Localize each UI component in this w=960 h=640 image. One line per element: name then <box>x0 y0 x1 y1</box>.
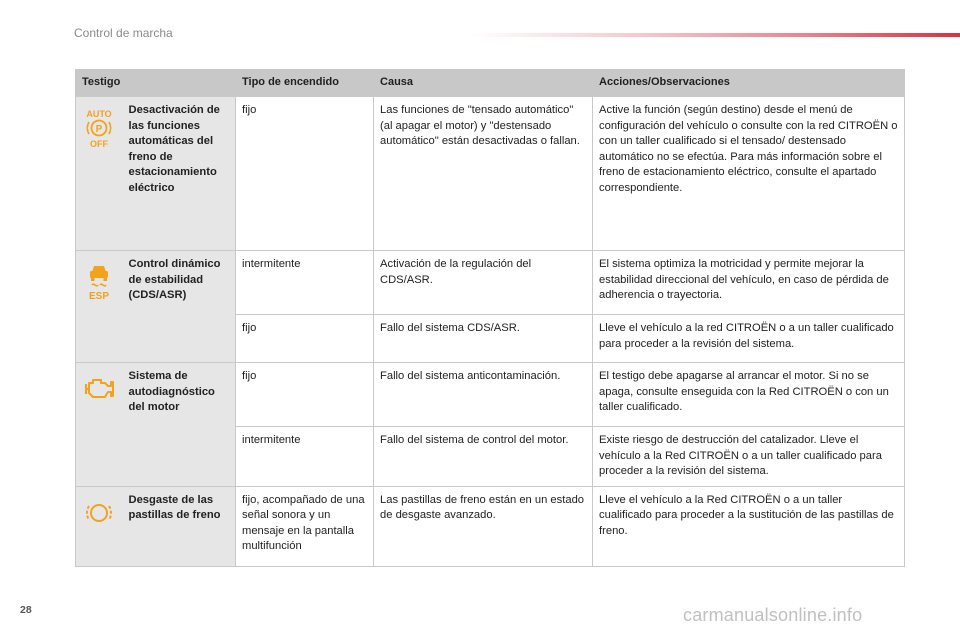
svg-text:AUTO: AUTO <box>86 109 112 119</box>
svg-text:P: P <box>95 124 103 135</box>
page-number: 28 <box>20 604 32 616</box>
icon-cell <box>76 363 123 487</box>
causa-cell: Fallo del sistema CDS/ASR. <box>374 315 593 363</box>
tipo-cell: intermitente <box>236 251 374 315</box>
header-accent-bar <box>470 33 960 37</box>
causa-cell: Las pastillas de freno están en un estado de desgaste avanzado. <box>374 486 593 566</box>
brake-pad-wear-icon <box>83 497 115 529</box>
tipo-cell: fijo <box>236 315 374 363</box>
table-row <box>76 486 905 566</box>
warning-name: Control dinámico de estabilidad (CDS/ASR) <box>123 251 236 363</box>
icon-cell <box>76 251 123 363</box>
warning-name: Desgaste de las pastillas de freno <box>123 486 236 566</box>
tipo-cell: fijo, acompañado de una señal sonora y un mensaje en la pantalla multifunción <box>236 486 374 566</box>
acciones-cell: Lleve el vehículo a la Red CITROËN o a un taller cualificado para proceder a la sustitución de las pastillas de freno. <box>593 486 905 566</box>
svg-text:OFF: OFF <box>90 139 109 149</box>
causa-cell: Fallo del sistema de control del motor. <box>374 427 593 487</box>
icon-cell <box>76 97 123 251</box>
acciones-cell: Existe riesgo de destrucción del catalizador. Lleve el vehículo a la Red CITROËN o a un taller cualificado para proceder a la revisión del sistema. <box>593 427 905 487</box>
acciones-cell: Lleve el vehículo a la red CITROËN o a un taller cualificado para proceder a la revisión del sistema. <box>593 315 905 363</box>
causa-cell: Fallo del sistema anticontaminación. <box>374 363 593 427</box>
causa-cell: Las funciones de "tensado automático" (al apagar el motor) y "destensado automático" están desactivadas o fallan. <box>374 97 593 251</box>
acciones-cell: El testigo debe apagarse al arrancar el motor. Si no se apaga, consulte enseguida con la Red CITROËN o con un taller cualificado. <box>593 363 905 427</box>
table-row <box>76 251 905 315</box>
tipo-cell: fijo <box>236 97 374 251</box>
causa-cell: Activación de la regulación del CDS/ASR. <box>374 251 593 315</box>
svg-text:ESP: ESP <box>89 291 110 301</box>
table-header-row <box>76 70 905 97</box>
engine-icon <box>82 373 116 403</box>
watermark: carmanualsonline.info <box>683 605 863 625</box>
tipo-cell: intermitente <box>236 427 374 487</box>
table-row <box>76 97 905 251</box>
warning-name: Sistema de autodiagnóstico del motor <box>123 363 236 487</box>
auto-p-off-icon <box>82 107 116 149</box>
column-header-tipo: Tipo de encendido <box>236 70 374 97</box>
esp-skid-icon <box>83 261 115 301</box>
table-row <box>76 363 905 427</box>
tipo-cell: fijo <box>236 363 374 427</box>
section-title: Control de marcha <box>74 26 173 40</box>
column-header-testigo: Testigo <box>76 70 236 97</box>
warning-name: Desactivación de las funciones automáticas del freno de estacionamiento eléctrico <box>123 97 236 251</box>
column-header-causa: Causa <box>374 70 593 97</box>
acciones-cell: El sistema optimiza la motricidad y permite mejorar la estabilidad direccional del vehículo, en caso de pérdida de adherencia o trayectoria. <box>593 251 905 315</box>
column-header-acciones: Acciones/Observaciones <box>593 70 905 97</box>
acciones-cell: Active la función (según destino) desde el menú de configuración del vehículo o consulte con la red CITROËN o con un taller cualificado si el tensado/ destensado automático no se efectúa. Para más información sobre el freno de estacionamiento eléctrico, consulte el apartado correspondiente. <box>593 97 905 251</box>
warning-lights-table <box>75 69 905 567</box>
icon-cell <box>76 486 123 566</box>
